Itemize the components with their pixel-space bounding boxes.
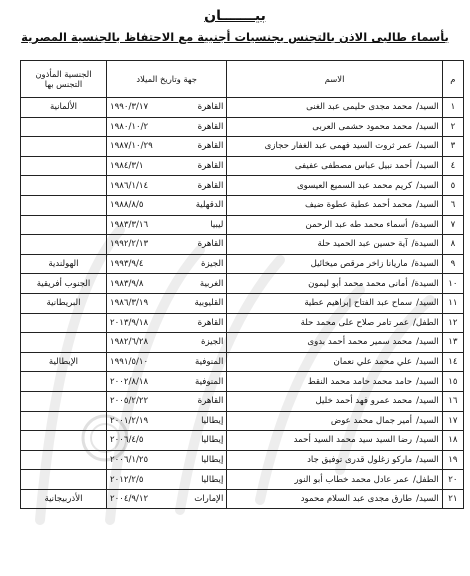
row-birth-date: ٢٠١٢/٢/٥ [110,474,144,485]
row-birth-place: القاهرة [197,396,224,407]
row-title: السيدة/ [411,219,439,230]
row-name: رضا السيد سيد محمد السيد أحمد [293,435,413,446]
row-birth-date: ١٩٨٠/١٠/٢ [110,121,149,132]
row-name: عمر ثروت السيد فهمى عبد الغفار حجازى [264,141,413,152]
row-title: السيد/ [416,161,439,172]
row-title: السيدة/ [411,278,439,289]
row-name: ماركو زغلول قدرى توفيق جاد [307,454,413,465]
row-nationality [21,235,107,255]
row-birth-place: إيطاليا [201,415,224,426]
row-name-cell [227,411,442,431]
row-name: حامد محمد حامد محمد النقط [307,376,413,387]
row-birth-place: القاهرة [197,180,224,191]
row-number: ١٢ [442,313,463,333]
row-birth-place: إيطاليا [201,435,224,446]
table-row [21,215,464,235]
row-number: ١١ [442,293,463,313]
row-name-cell [227,176,442,196]
row-title: السيدة/ [411,239,439,250]
row-nationality: الجنوب أفريقية [21,274,107,294]
row-birth-cell [107,352,227,372]
row-nationality [21,156,107,176]
row-title: الطفل/ [412,474,439,485]
table-row [21,117,464,137]
row-name-cell [227,372,442,392]
row-name: أمانى محمد محمد أبو ليمون [308,278,408,289]
row-number: ١٦ [442,391,463,411]
row-birth-cell [107,98,227,118]
row-name-cell [227,293,442,313]
row-name: كريم محمد عبد السميع العيسوى [296,180,413,191]
row-name-cell [227,431,442,451]
row-birth-place: الإمارات [194,494,224,505]
row-birth-date: ٢٠٠١/٢/١٩ [110,415,149,426]
row-nationality [21,391,107,411]
row-birth-date: ١٩٩٣/٩/٤ [110,259,144,270]
row-name-cell [227,117,442,137]
row-birth-date: ٢٠٠٦/٤/٥ [110,435,144,446]
row-birth-cell [107,391,227,411]
row-name: محمد أحمد عطية عطوة ضيف [305,200,413,211]
row-birth-place: القاهرة [197,141,224,152]
row-number: ١ [442,98,463,118]
row-birth-date: ٢٠٠٥/٢/٢٢ [110,396,149,407]
row-title: السيد/ [416,102,439,113]
row-title: السيد/ [416,337,439,348]
row-name-cell [227,137,442,157]
row-number: ٣ [442,137,463,157]
row-number: ١٩ [442,450,463,470]
document-title: بيـــــــان [204,8,266,24]
table-row [21,313,464,333]
row-name: عمر عادل محمد خطاب أبو النور [294,474,409,485]
row-nationality: الإيطالية [21,352,107,372]
row-number: ٢٠ [442,470,463,490]
row-title: السيد/ [416,376,439,387]
row-number: ٧ [442,215,463,235]
row-nationality [21,117,107,137]
table-row [21,489,464,509]
row-number: ١٤ [442,352,463,372]
table-body [21,98,464,509]
row-birth-date: ٢٠٠٤/٩/١٢ [110,494,149,505]
row-name-cell [227,235,442,255]
row-birth-date: ١٩٨٦/٣/١٩ [110,298,149,309]
row-birth-date: ٢٠٠٢/٨/١٨ [110,376,149,387]
row-name-cell [227,333,442,353]
row-nationality [21,372,107,392]
row-birth-cell [107,333,227,353]
table-row [21,372,464,392]
row-nationality [21,215,107,235]
row-birth-place: القاهرة [197,121,224,132]
row-birth-cell [107,431,227,451]
table-row [21,450,464,470]
row-birth-cell [107,254,227,274]
row-name: محمد سمير محمد أحمد بدوى [307,337,413,348]
header-name: الاسم [227,61,442,98]
row-birth-place: إيطاليا [201,474,224,485]
row-name: محمد محمود حشمى العربى [312,121,413,132]
row-title: السيد/ [416,357,439,368]
row-birth-date: ٢٠٠٦/١/٢٥ [110,454,149,465]
table-row [21,333,464,353]
row-name-cell [227,195,442,215]
row-name: محمد مجدى حليمى عبد الغنى [306,102,413,113]
row-name: محمد عمرو فهد أحمد خليل [315,396,413,407]
row-title: السيد/ [416,141,439,152]
row-birth-place: القاهرة [197,317,224,328]
row-nationality [21,176,107,196]
row-name: طارق مجدى عبد السلام محمود [300,494,413,505]
row-birth-cell [107,137,227,157]
row-title: السيد/ [416,494,439,505]
row-birth-place: القاهرة [197,161,224,172]
row-birth-place: الجيزة [200,337,224,348]
row-title: السيد/ [416,435,439,446]
table-row [21,431,464,451]
row-number: ٥ [442,176,463,196]
table-row [21,98,464,118]
row-number: ١٥ [442,372,463,392]
row-birth-cell [107,470,227,490]
row-name-cell [227,391,442,411]
row-birth-date: ١٩٨٤/٣/١ [110,161,144,172]
row-number: ٤ [442,156,463,176]
row-title: السيد/ [416,121,439,132]
row-name-cell [227,254,442,274]
row-title: السيد/ [416,454,439,465]
row-birth-cell [107,176,227,196]
table-row [21,156,464,176]
row-title: الطفل/ [412,317,439,328]
row-name-cell [227,156,442,176]
row-number: ٢١ [442,489,463,509]
row-birth-cell [107,235,227,255]
row-birth-date: ١٩٩٠/٣/١٧ [110,102,149,113]
row-name-cell [227,450,442,470]
row-birth-place: الجيزة [200,259,224,270]
row-birth-date: ١٩٩٢/٢/١٣ [110,239,149,250]
row-number: ٦ [442,195,463,215]
row-birth-date: ٢٠١٣/٩/١٨ [110,317,149,328]
row-birth-place: القاهرة [197,102,224,113]
row-name: سماح عبد الفتاح إبراهيم عطية [304,298,413,309]
row-name-cell [227,313,442,333]
row-birth-place: القاهرة [197,239,224,250]
row-name-cell [227,470,442,490]
row-birth-cell [107,293,227,313]
table-row [21,411,464,431]
row-number: ٢ [442,117,463,137]
row-name: عمر تامر صلاح على محمد حلة [300,317,409,328]
row-nationality [21,450,107,470]
row-nationality [21,195,107,215]
row-nationality: البريطانية [21,293,107,313]
row-birth-place: القليوبية [194,298,224,309]
row-birth-cell [107,215,227,235]
row-birth-cell [107,372,227,392]
table-header-row [21,61,464,98]
row-title: السيد/ [416,180,439,191]
header-nationality: الجنسية المأذون التجنس بها [21,61,107,98]
row-name: أحمد نبيل عباس مصطفى عفيفى [294,161,413,172]
row-birth-cell [107,274,227,294]
row-title: السيدة/ [411,259,439,270]
row-nationality [21,470,107,490]
header-number: م [442,61,463,98]
row-birth-place: الغربية [199,278,224,289]
row-nationality [21,411,107,431]
row-title: السيد/ [416,298,439,309]
row-nationality: الألمانية [21,98,107,118]
document-subtitle: بأسماء طالبى الاذن بالتجنس بجنسيات أجنبية مع الاحتفاظ بالجنسية المصرية [21,30,449,44]
header-birth: جهة وتاريخ الميلاد [107,61,227,98]
row-nationality [21,137,107,157]
row-birth-place: الدقهلية [195,200,224,211]
row-birth-date: ١٩٨٦/١/١٤ [110,180,149,191]
row-nationality: الهولندية [21,254,107,274]
row-name: ماريانا زاخر مرقص ميخائيل [310,259,408,270]
row-birth-place: المنوفية [195,376,224,387]
row-birth-cell [107,450,227,470]
row-birth-place: إيطاليا [201,454,224,465]
row-nationality: الأذربيجانية [21,489,107,509]
table-row [21,235,464,255]
table-row [21,195,464,215]
row-name-cell [227,98,442,118]
row-birth-cell [107,117,227,137]
row-nationality [21,431,107,451]
row-name-cell [227,215,442,235]
row-number: ١٣ [442,333,463,353]
row-number: ٩ [442,254,463,274]
row-number: ١٠ [442,274,463,294]
row-number: ٨ [442,235,463,255]
row-birth-cell [107,313,227,333]
row-name: آية حسين عبد الحميد حلة [317,239,408,250]
row-nationality [21,313,107,333]
table-row [21,137,464,157]
row-birth-date: ١٩٨٣/٣/١٦ [110,219,149,230]
row-birth-date: ١٩٨٣/٩/٨ [110,278,144,289]
applicants-table [20,60,464,509]
table-row [21,391,464,411]
row-birth-cell [107,156,227,176]
table-row [21,470,464,490]
row-name-cell [227,489,442,509]
table-row [21,293,464,313]
table-row [21,352,464,372]
row-birth-cell [107,195,227,215]
row-birth-date: ١٩٨٢/٦/٢٨ [110,337,149,348]
row-name: علي محمد علي نعمان [333,357,413,368]
row-title: السيد/ [416,396,439,407]
row-birth-place: المنوفية [195,357,224,368]
row-name-cell [227,274,442,294]
row-birth-date: ١٩٨٨/٨/٥ [110,200,144,211]
row-name: أسماء محمد طه عبد الرحمن [305,219,408,230]
row-nationality [21,333,107,353]
row-number: ١٧ [442,411,463,431]
row-birth-date: ١٩٨٧/١٠/٢٩ [110,141,153,152]
row-title: السيد/ [416,200,439,211]
row-title: السيد/ [416,415,439,426]
row-birth-date: ١٩٩١/٥/١٠ [110,357,149,368]
row-name: أمير جمال محمد عوض [330,415,413,426]
row-number: ١٨ [442,431,463,451]
table-row [21,254,464,274]
row-name-cell [227,352,442,372]
row-birth-cell [107,489,227,509]
table-row [21,176,464,196]
table-row [21,274,464,294]
row-birth-cell [107,411,227,431]
row-birth-place: ليبيا [210,219,224,230]
